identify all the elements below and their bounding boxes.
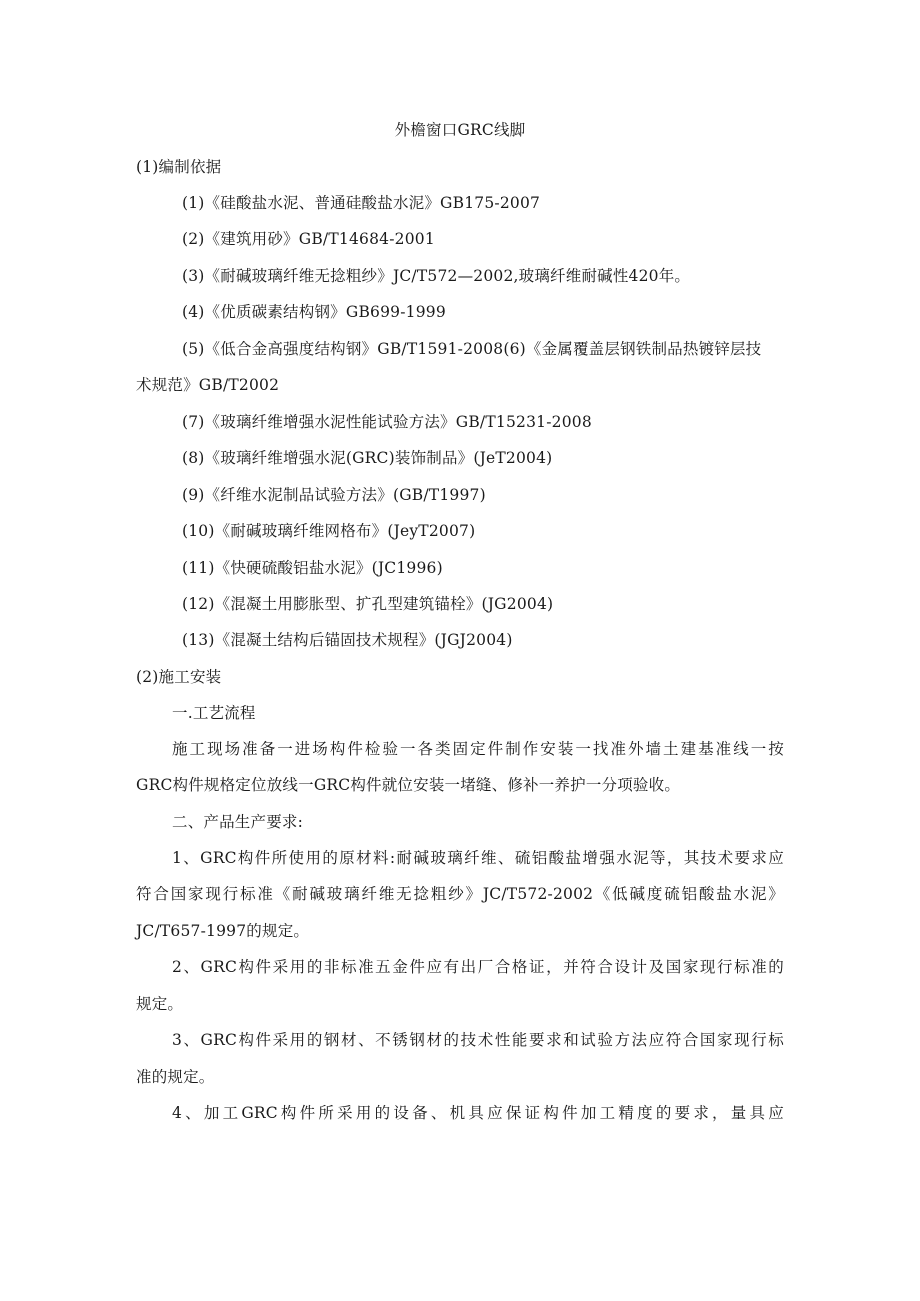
document-title: 外檐窗口GRC线脚 xyxy=(394,121,526,139)
requirement-3-text: 准的规定。 xyxy=(136,1068,215,1086)
section-heading-basis: (1)编制依据 xyxy=(136,158,222,176)
reference-item: (7)《玻璃纤维增强水泥性能试验方法》GB/T15231-2008 xyxy=(182,413,592,431)
requirement-2-text: 规定。 xyxy=(136,995,184,1013)
reference-item: (9)《纤维水泥制品试验方法》(GB/T1997) xyxy=(182,486,486,504)
subheading-production-requirements: 二、产品生产要求: xyxy=(172,813,304,831)
requirement-1-text: 1、GRC构件所使用的原材料:耐碱玻璃纤维、硫铝酸盐增强水泥等，其技术要求应 xyxy=(172,849,784,867)
requirement-2-text: 2、GRC构件采用的非标准五金件应有出厂合格证，并符合设计及国家现行标准的 xyxy=(172,958,784,976)
requirement-1-text: 符合国家现行标准《耐碱玻璃纤维无捻粗纱》JC/T572-2002《低碱度硫铝酸盐水泥》 xyxy=(136,885,784,903)
reference-item: (13)《混凝土结构后锚固技术规程》(JGJ2004) xyxy=(182,631,513,649)
reference-item: (11)《快硬硫酸铝盐水泥》(JC1996) xyxy=(182,559,443,577)
requirement-4-text: 4、加工GRC构件所采用的设备、机具应保证构件加工精度的要求，量具应 xyxy=(172,1104,784,1122)
reference-item: (12)《混凝土用膨胀型、扩孔型建筑锚栓》(JG2004) xyxy=(182,595,554,613)
requirement-3-text: 3、GRC构件采用的钢材、不锈钢材的技术性能要求和试验方法应符合国家现行标 xyxy=(172,1031,784,1049)
requirement-1-text: JC/T657-1997的规定。 xyxy=(136,922,310,940)
process-flow-text: 施工现场准备一进场构件检验一各类固定件制作安装一找准外墙土建基准线一按 xyxy=(172,740,784,758)
reference-item: (2)《建筑用砂》GB/T14684-2001 xyxy=(182,230,435,248)
reference-item: (3)《耐碱玻璃纤维无捻粗纱》JC/T572—2002,玻璃纤维耐碱性420年。 xyxy=(182,267,691,285)
reference-item: (4)《优质碳素结构钢》GB699-1999 xyxy=(182,303,446,321)
reference-item-continuation: 术规范》GB/T2002 xyxy=(136,376,280,394)
reference-item: (5)《低合金高强度结构钢》GB/T1591-2008(6)《金属覆盖层钢铁制品热镀锌层技 xyxy=(182,340,762,358)
reference-item: (10)《耐碱玻璃纤维网格布》(JeyT2007) xyxy=(182,522,476,540)
reference-item: (1)《硅酸盐水泥、普通硅酸盐水泥》GB175-2007 xyxy=(182,194,541,212)
section-heading-installation: (2)施工安装 xyxy=(136,668,222,686)
reference-item: (8)《玻璃纤维增强水泥(GRC)装饰制品》(JeT2004) xyxy=(182,449,553,467)
process-flow-text: GRC构件规格定位放线一GRC构件就位安装一堵缝、修补一养护一分项验收。 xyxy=(136,776,681,794)
subheading-process-flow: 一.工艺流程 xyxy=(172,704,256,722)
